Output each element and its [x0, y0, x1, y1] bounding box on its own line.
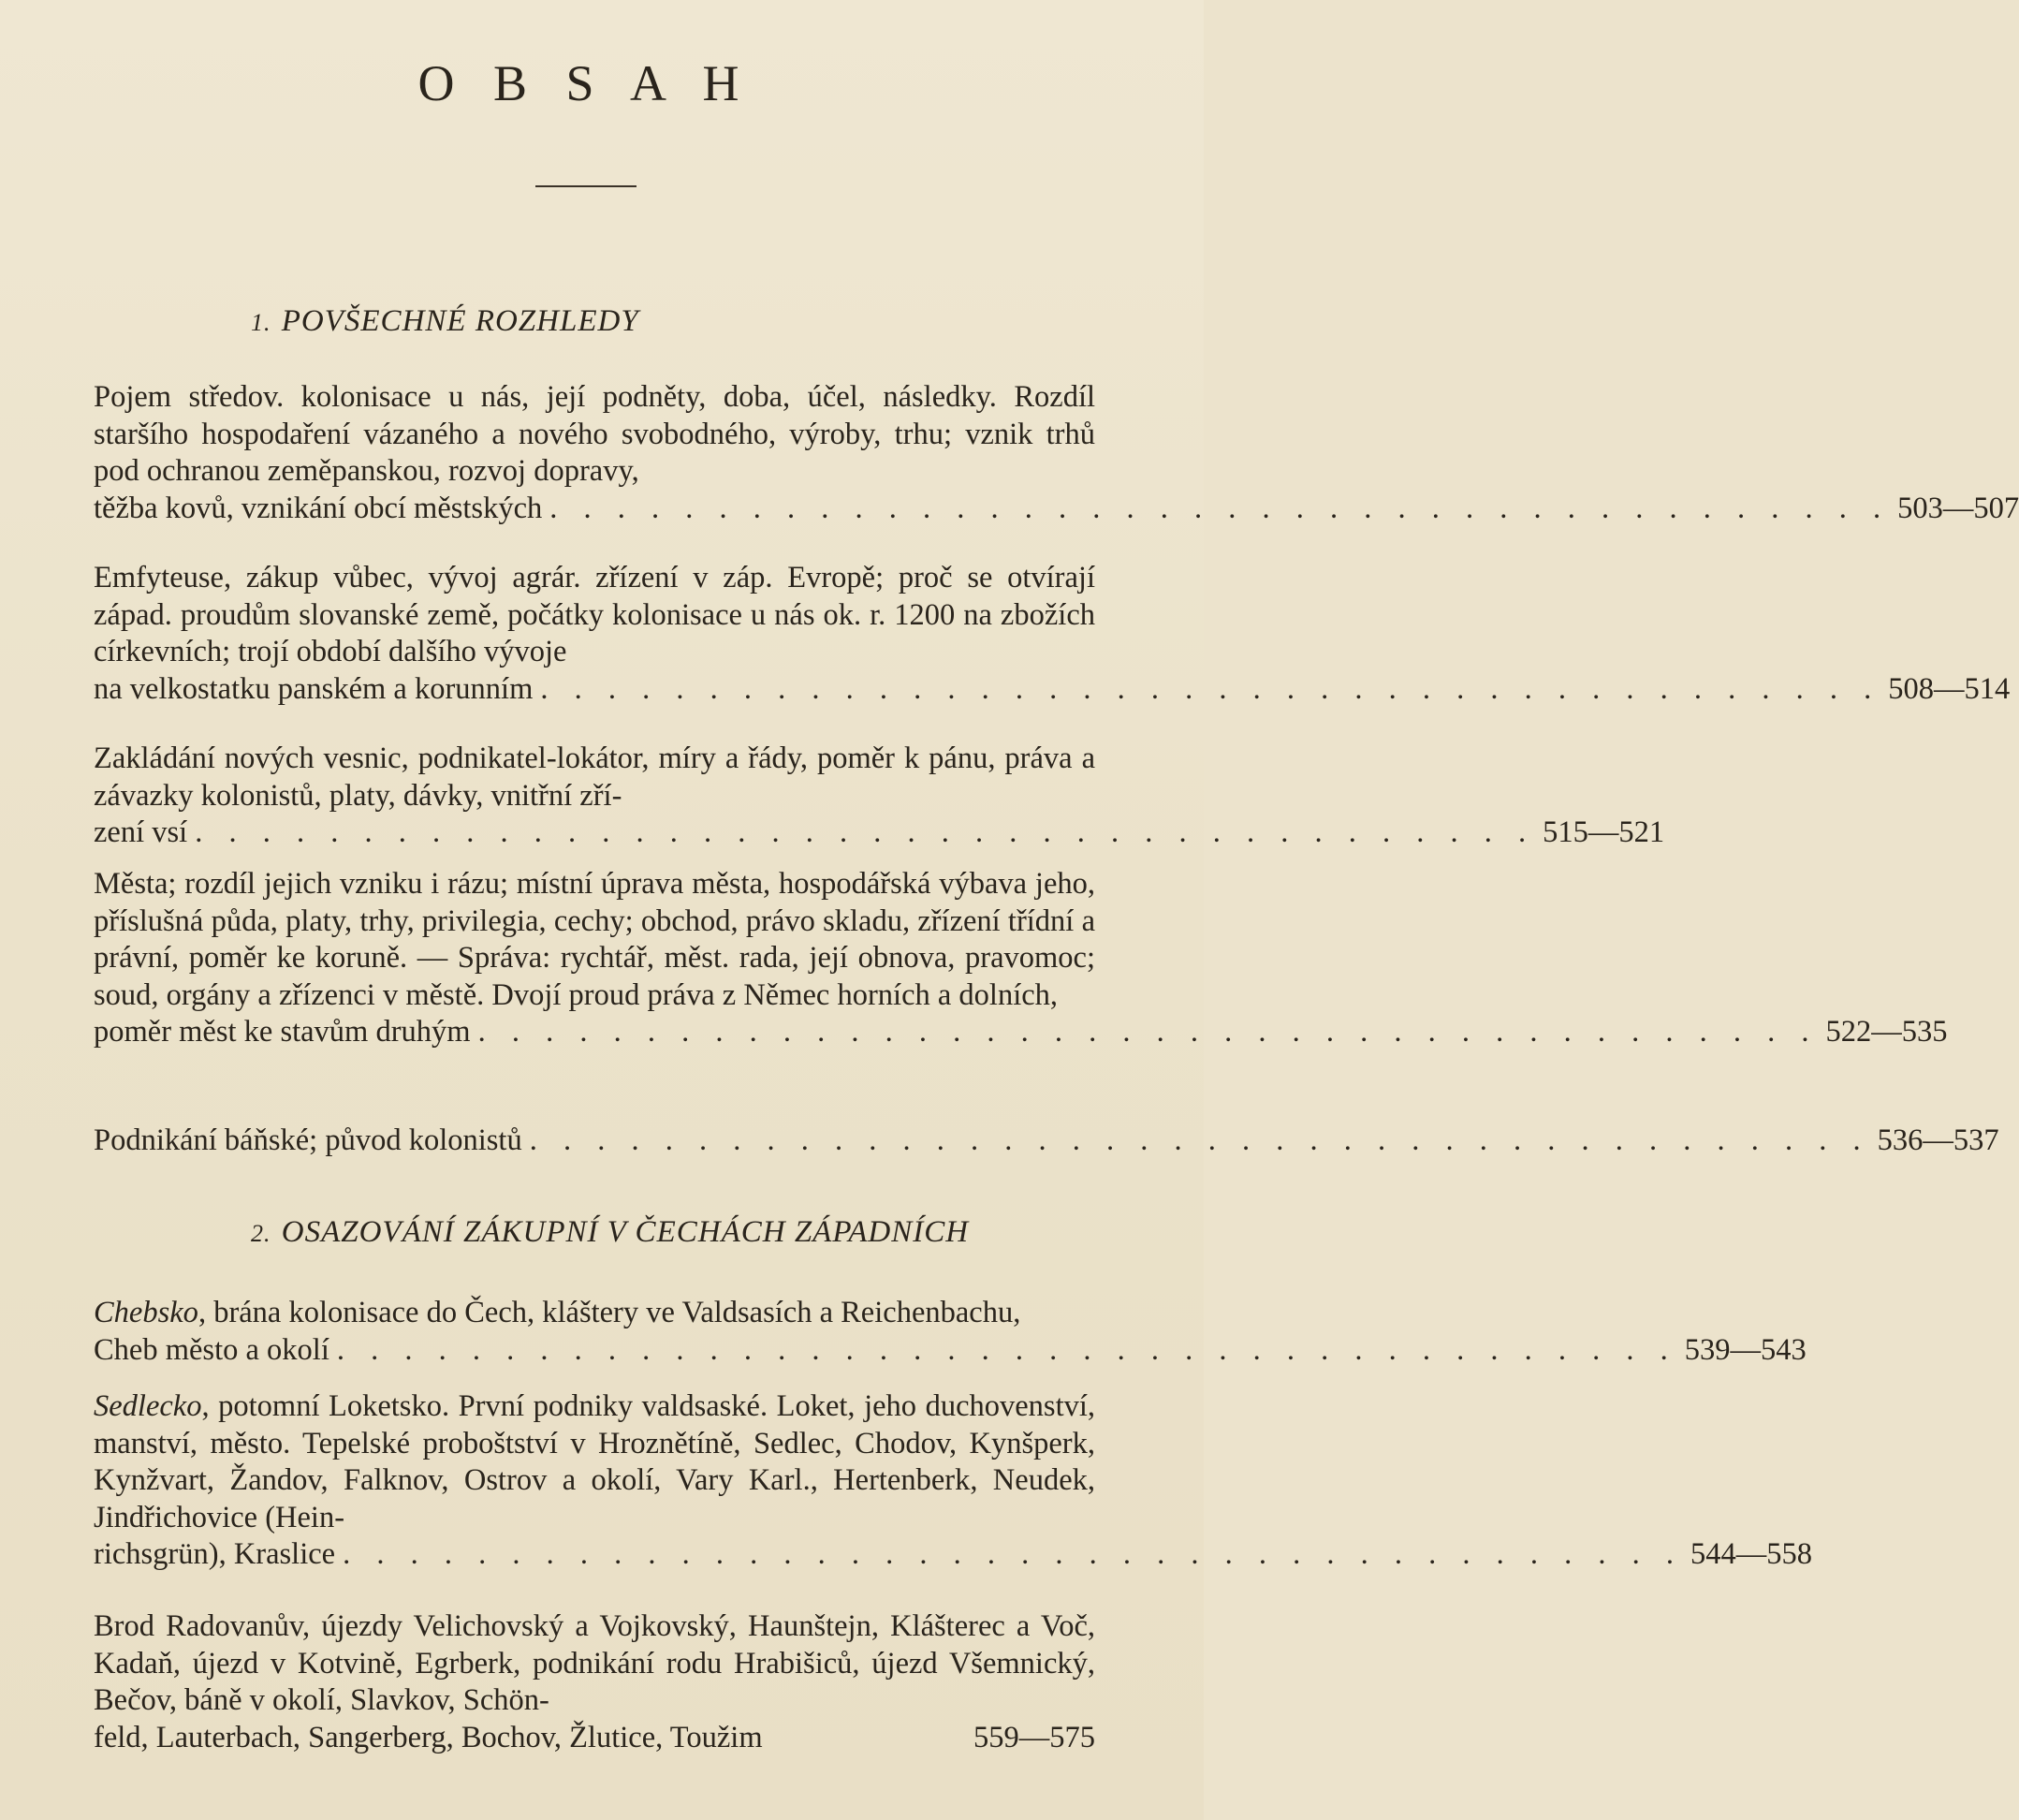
toc-entry-lastline-text: poměr měst ke stavům druhým: [94, 1015, 471, 1049]
toc-entry: [94, 866, 1948, 1051]
section-2-number: 2.: [251, 1220, 271, 1247]
toc-entry-lastline: [94, 1332, 1807, 1370]
leader-dots: . . . . . . . . . . . . . . . . . . . . . . . . . . . . . . . . . . . . . . . .: [529, 1123, 1870, 1157]
toc-entry-lastline-text: zení vsí: [94, 815, 188, 849]
toc-entry-lead: Sedlecko: [94, 1389, 202, 1423]
toc-entry: [94, 1295, 1807, 1369]
toc-entry-lead: Chebsko: [94, 1296, 198, 1329]
section-1-heading: [251, 304, 1455, 339]
toc-entry-lastline: [94, 491, 2019, 528]
section-1-number: 1.: [251, 309, 271, 336]
page-title: O B S A H: [417, 55, 753, 111]
toc-entry-pages: 544—558: [1690, 1537, 1812, 1571]
toc-entry-pages: 522—535: [1825, 1015, 1948, 1049]
toc-entry-lastline: [94, 671, 2011, 709]
section-2-title: OSAZOVÁNÍ ZÁKUPNÍ V ČECHÁCH ZÁPADNÍCH: [281, 1215, 970, 1249]
toc-entry-lastline-text: na velkostatku panském a korunním: [94, 671, 534, 706]
section-2-heading: [251, 1215, 1455, 1250]
leader-dots: . . . . . . . . . . . . . . . . . . . . . . . . . . . . . . . . . . . . . . . .: [343, 1537, 1683, 1571]
toc-entry-lastline: [94, 1014, 1948, 1051]
toc-entry: [94, 741, 1665, 852]
toc-entry-lastline: [94, 1123, 1999, 1160]
toc-entry: [94, 1388, 1812, 1574]
toc-entry-lastline-text: richsgrün), Kraslice: [94, 1537, 336, 1571]
toc-entry-pages: 539—543: [1684, 1332, 1807, 1367]
toc-entry: [94, 1608, 1095, 1756]
toc-entry-lastline-text: Podnikání báňské; původ kolonistů: [94, 1123, 522, 1157]
toc-entry-pages: 536—537: [1877, 1123, 1999, 1157]
toc-entry-pages: 515—521: [1543, 815, 1665, 849]
toc-entry-text: Emfyteuse, zákup vůbec, vývoj agrár. zřízení v záp. Evropě; proč se otvírají západ. proudům slovanské země, počátky kolonisace u nás ok. r. 1200 na zbožích církevních; trojí období dalšího vývoje: [94, 561, 1095, 668]
toc-entry-pages: 559—575: [973, 1720, 1095, 1754]
toc-entry: [94, 560, 2011, 708]
title-rule: [535, 185, 636, 187]
toc-entry-text: Města; rozdíl jejich vzniku i rázu; místní úprava města, hospodářská výbava jeho, příslušná půda, platy, trhy, privilegia, cechy; obchod, právo skladu, zřízení třídní a právní, poměr ke koruně. — Správa: rychtář, měst. rada, její obnova, pravomoc; soud, orgány a zřízenci v městě. Dvojí proud práva z Němec horních a dolních,: [94, 867, 1095, 1012]
toc-entry: [94, 379, 2019, 527]
leader-dots: . . . . . . . . . . . . . . . . . . . . . . . . . . . . . . . . . . . . . . . .: [195, 815, 1536, 849]
toc-entry: [94, 1123, 1999, 1160]
toc-entry-lastline: [94, 815, 1665, 852]
toc-entry-pages: 503—507: [1897, 491, 2019, 525]
toc-entry-text: , brána kolonisace do Čech, kláštery ve Valdsasích a Reichenbachu,: [198, 1296, 1021, 1329]
toc-entry-text: , potomní Loketsko. První podniky valdsaské. Loket, jeho duchovenství, manství, město. Tepelské proboštství v Hroznětíně, Sedlec, Chodov, Kynšperk, Kynžvart, Žandov, Falknov, Ostrov a okolí, Vary Karl., Hertenberk, Neudek, Jindřichovice (Hein-: [94, 1389, 1095, 1534]
leader-dots: . . . . . . . . . . . . . . . . . . . . . . . . . . . . . . . . . . . . . . . .: [336, 1332, 1677, 1367]
toc-entry-lastline: [94, 1720, 1095, 1757]
toc-entry-text: Zakládání nových vesnic, podnikatel-lokátor, míry a řády, poměr k pánu, práva a závazky kolonistů, platy, dávky, vnitřní zří-: [94, 741, 1095, 813]
leader-dots: . . . . . . . . . . . . . . . . . . . . . . . . . . . . . . . . . . . . . . . .: [549, 491, 1891, 525]
toc-entry-text: Brod Radovanův, újezdy Velichovský a Vojkovský, Haunštejn, Klášterec a Voč, Kadaň, újezd v Kotvině, Egrberk, podnikání rodu Hrabišiců, újezd Všemnický, Bečov, báně v okolí, Slavkov, Schön-: [94, 1609, 1095, 1717]
toc-entry-lastline-text: feld, Lauterbach, Sangerberg, Bochov, Žlutice, Toužim: [94, 1720, 763, 1754]
toc-entry-lastline-text: těžba kovů, vznikání obcí městských: [94, 491, 543, 525]
section-1-title: POVŠECHNÉ ROZHLEDY: [281, 304, 639, 338]
toc-entry-pages: 508—514: [1888, 671, 2011, 706]
toc-entry-lastline-text: Cheb město a okolí: [94, 1332, 329, 1367]
leader-dots: . . . . . . . . . . . . . . . . . . . . . . . . . . . . . . . . . . . . . . . .: [477, 1015, 1819, 1049]
leader-dots: . . . . . . . . . . . . . . . . . . . . . . . . . . . . . . . . . . . . . . . .: [540, 671, 1881, 706]
toc-entry-lastline: [94, 1536, 1812, 1574]
toc-entry-text: Pojem středov. kolonisace u nás, její podněty, doba, účel, následky. Rozdíl staršího hospodaření vázaného a nového svobodného, výroby, trhu; vznik trhů pod ochranou zeměpanskou, rozvoj dopravy,: [94, 380, 1095, 488]
